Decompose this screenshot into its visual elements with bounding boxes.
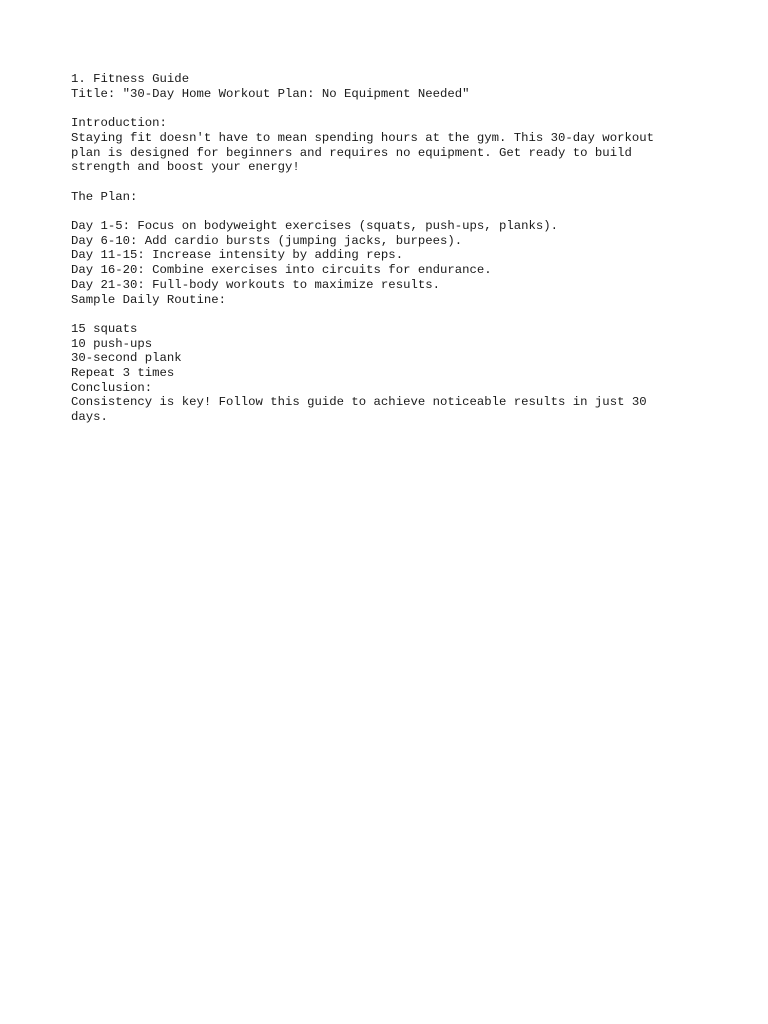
- introduction-line: Staying fit doesn't have to mean spending hours at the gym. This 30-day workout: [71, 130, 654, 145]
- blank-line: [71, 175, 711, 190]
- conclusion-line: days.: [71, 410, 108, 425]
- blank-line: [71, 204, 711, 219]
- conclusion-line: Consistency is key! Follow this guide to achieve noticeable results in just 30: [71, 395, 647, 410]
- conclusion-label: Conclusion:: [71, 380, 153, 395]
- routine-item: 15 squats: [71, 321, 138, 336]
- routine-label: Sample Daily Routine:: [71, 292, 226, 307]
- routine-item: Repeat 3 times: [71, 366, 175, 380]
- plan-label: The Plan:: [71, 189, 138, 204]
- document-title: Title: "30-Day Home Workout Plan: No Equipment Needed": [71, 86, 470, 101]
- blank-line: [71, 101, 711, 116]
- document-page: [71, 72, 711, 425]
- introduction-line: plan is designed for beginners and requires no equipment. Get ready to build: [71, 145, 632, 160]
- routine-item: 30-second plank: [71, 351, 182, 366]
- plan-item: Day 16-20: Combine exercises into circuits for endurance.: [71, 263, 492, 278]
- document-heading: 1. Fitness Guide: [71, 72, 190, 86]
- plan-item: Day 1-5: Focus on bodyweight exercises (squats, push-ups, planks).: [71, 218, 559, 233]
- plan-item: Day 21-30: Full-body workouts to maximize results.: [71, 277, 440, 292]
- introduction-label: Introduction:: [71, 116, 167, 131]
- routine-item: 10 push-ups: [71, 336, 153, 351]
- introduction-line: strength and boost your energy!: [71, 160, 300, 175]
- plan-item: Day 6-10: Add cardio bursts (jumping jacks, burpees).: [71, 233, 463, 248]
- blank-line: [71, 307, 711, 322]
- plan-item: Day 11-15: Increase intensity by adding reps.: [71, 248, 404, 263]
